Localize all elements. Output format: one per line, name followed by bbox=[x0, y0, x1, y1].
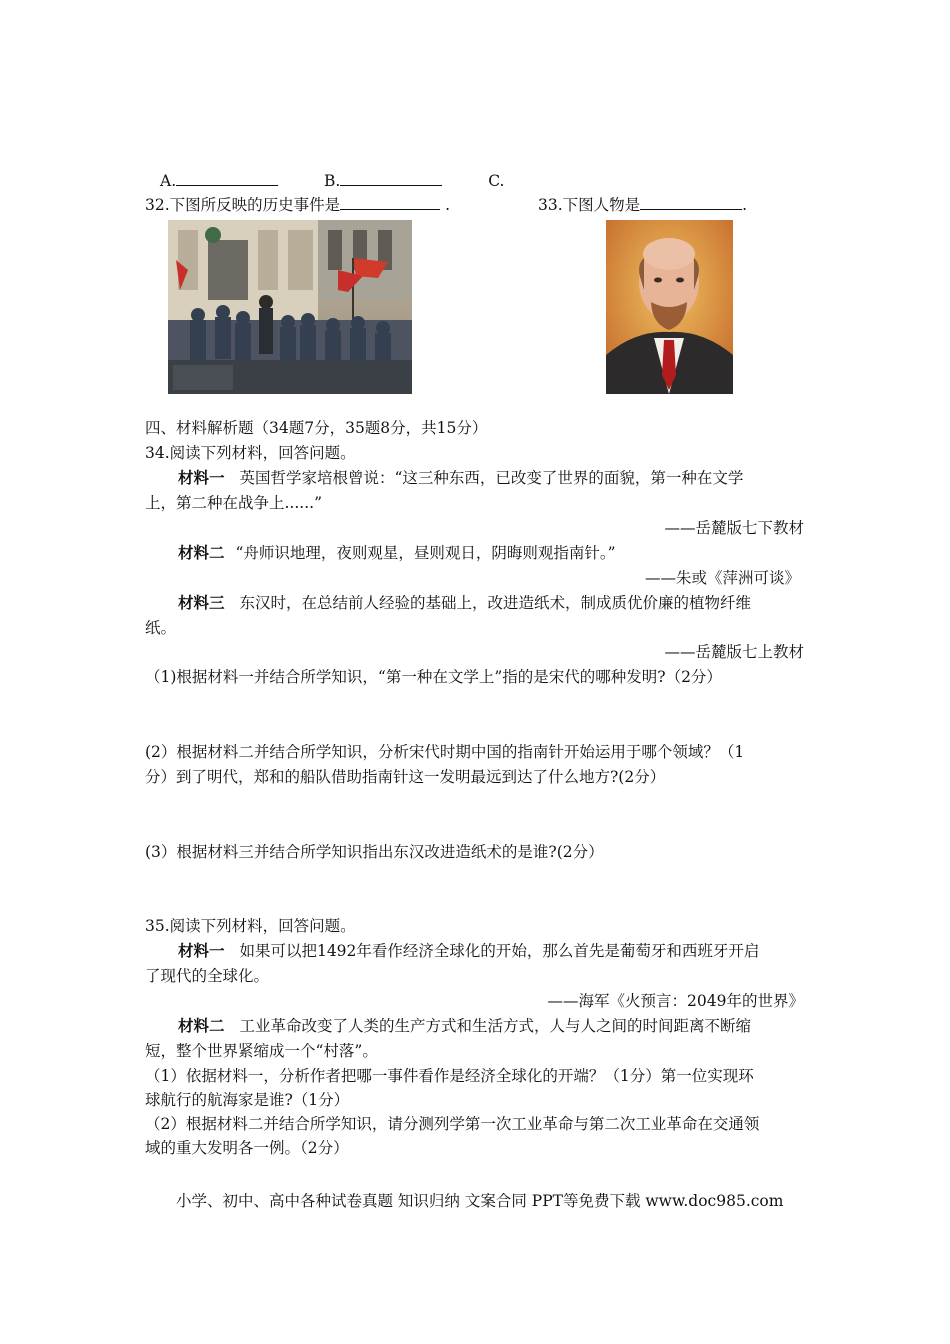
q34-subquestion-2-line2: 分）到了明代，郑和的船队借助指南针这一发明最远到达了什么地方?(2分） bbox=[145, 768, 666, 786]
question-33-blank bbox=[640, 194, 742, 210]
option-a-blank bbox=[176, 170, 278, 186]
q34-material-2-label: 材料二 bbox=[178, 543, 225, 562]
historical-event-painting bbox=[168, 220, 412, 394]
question-33: 33.下图人物是 . bbox=[538, 196, 748, 214]
footer-text: 小学、初中、高中各种试卷真题 知识归纳 文案合同 PPT等免费下载 www.doc985.com bbox=[176, 1192, 784, 1210]
q35-subquestion-1-line2: 球航行的航海家是谁?（1分） bbox=[145, 1091, 350, 1109]
q35-material-2-line1: 材料二 工业革命改变了人类的生产方式和生活方式，人与人之间的时间距离不断缩 bbox=[178, 1016, 751, 1035]
question-34-intro: 34.阅读下列材料，回答问题。 bbox=[145, 444, 356, 462]
section-4-title: 四、材料解析题（34题7分，35题8分，共15分） bbox=[145, 419, 488, 437]
options-row bbox=[160, 170, 504, 191]
q34-subquestion-3: (3）根据材料三并结合所学知识指出东汉改进造纸术的是谁?(2分） bbox=[145, 843, 604, 861]
question-32: 32.下图所反映的历史事件是 . bbox=[145, 196, 451, 214]
q35-subquestion-2-line1: （2）根据材料二并结合所学知识，请分测列学第一次工业革命与第二次工业革命在交通领 bbox=[145, 1115, 760, 1133]
q35-subquestion-2-line2: 域的重大发明各一例。（2分） bbox=[145, 1139, 349, 1157]
q34-subquestion-1: （1)根据材料一并结合所学知识，“第一种在文学上”指的是宋代的哪种发明?（2分） bbox=[145, 668, 722, 686]
q34-material-1-source: ——岳麓版七下教材 bbox=[664, 519, 804, 537]
q34-material-3-line1: 材料三 东汉时，在总结前人经验的基础上，改进造纸术，制成质优价廉的植物纤维 bbox=[178, 593, 751, 612]
q34-subquestion-2-line1: (2）根据材料二并结合所学知识，分析宋代时期中国的指南针开始运用于哪个领域？（1 bbox=[145, 743, 745, 761]
q34-material-1-label: 材料一 bbox=[178, 468, 225, 487]
question-32-blank bbox=[340, 194, 440, 210]
q34-material-3-line2: 纸。 bbox=[145, 619, 177, 637]
q35-subquestion-1-line1: （1）依据材料一，分析作者把哪一事件看作是经济全球化的开端？（1分）第一位实现环 bbox=[145, 1067, 754, 1085]
q34-material-3-label: 材料三 bbox=[178, 593, 225, 612]
q35-material-1-label: 材料一 bbox=[178, 941, 225, 960]
option-a-label: A. bbox=[160, 172, 177, 190]
option-b-blank bbox=[340, 170, 442, 186]
q34-material-2-source: ——朱或《萍洲可谈》 bbox=[644, 569, 800, 587]
option-b-label: B. bbox=[324, 172, 341, 190]
q34-material-3-source: ——岳麓版七上教材 bbox=[664, 643, 804, 661]
portrait-image bbox=[606, 220, 733, 394]
q34-material-2: 材料二 “舟师识地理，夜则观星，昼则观日，阴晦则观指南针。” bbox=[178, 543, 616, 562]
q35-material-1-line1: 材料一 如果可以把1492年看作经济全球化的开始，那么首先是葡萄牙和西班牙开启 bbox=[178, 941, 760, 960]
q34-material-1-line1: 材料一 英国哲学家培根曾说：“这三种东西，已改变了世界的面貌，第一种在文学 bbox=[178, 468, 744, 487]
option-c-label: C. bbox=[488, 172, 505, 190]
q35-material-1-line2: 了现代的全球化。 bbox=[145, 967, 270, 985]
q35-material-1-source: ——海军《火预言：2049年的世界》 bbox=[547, 992, 804, 1010]
question-35-intro: 35.阅读下列材料，回答问题。 bbox=[145, 917, 356, 935]
q34-material-1-line2: 上，第二种在战争上......” bbox=[145, 494, 322, 512]
question-33-text: 33.下图人物是 bbox=[538, 196, 641, 214]
q35-material-2-line2: 短，整个世界紧缩成一个“村落”。 bbox=[145, 1042, 378, 1060]
question-32-text: 32.下图所反映的历史事件是 bbox=[145, 196, 341, 214]
q35-material-2-label: 材料二 bbox=[178, 1016, 225, 1035]
